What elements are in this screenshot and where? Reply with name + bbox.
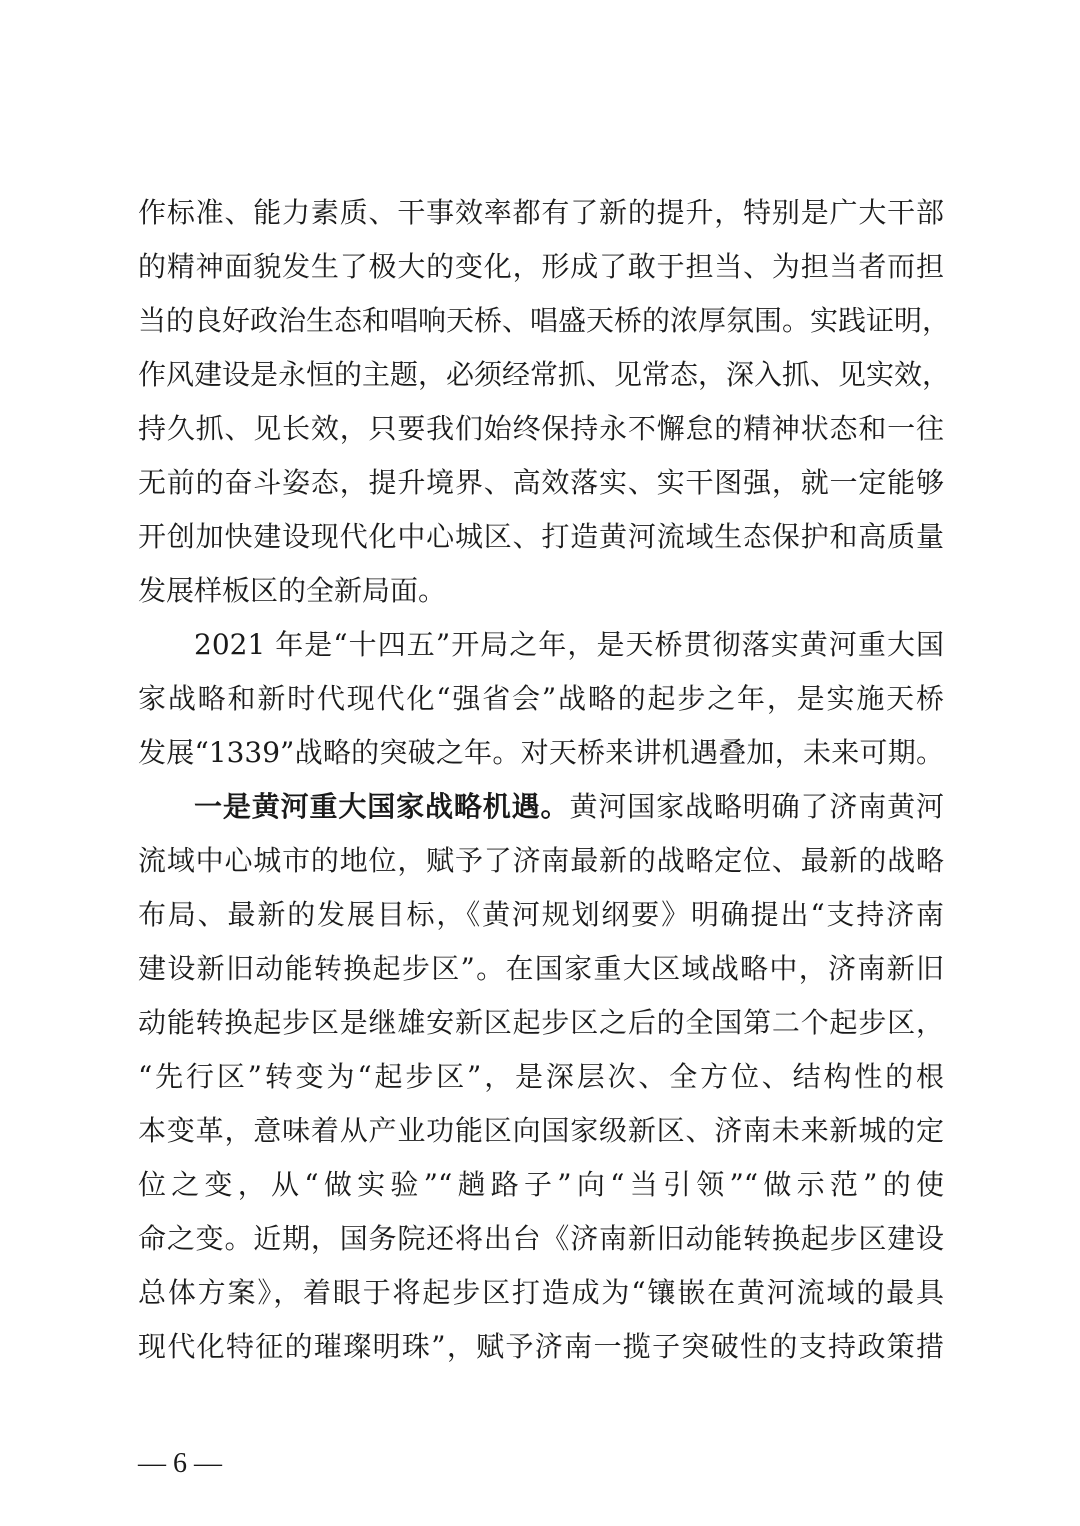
body-text-line: 流域中心城市的地位，赋予了济南最新的战略定位、最新的战略 — [138, 844, 944, 877]
body-text-line: 建设新旧动能转换起步区”。在国家重大区域战略中，济南新旧 — [138, 952, 944, 985]
body-text-line: 位之变，从“做实验”“趟路子”向“当引领”“做示范”的使 — [138, 1168, 944, 1201]
body-text-line: 总体方案》，着眼于将起步区打造成为“镶嵌在黄河流域的最具 — [138, 1276, 944, 1309]
body-text-line: 发展“1339”战略的突破之年。对天桥来讲机遇叠加，未来可期。 — [138, 736, 944, 769]
body-text-line: “先行区”转变为“起步区”，是深层次、全方位、结构性的根 — [138, 1060, 944, 1093]
body-text-line: 当的良好政治生态和唱响天桥、唱盛天桥的浓厚氛围。实践证明， — [138, 304, 951, 337]
body-text-line: 无前的奋斗姿态，提升境界、高效落实、实干图强，就一定能够 — [138, 466, 944, 499]
body-text-line: 动能转换起步区是继雄安新区起步区之后的全国第二个起步区， — [138, 1006, 944, 1039]
body-text-line: 现代化特征的璀璨明珠”，赋予济南一揽子突破性的支持政策措 — [138, 1330, 944, 1363]
body-text-line: 持久抓、见长效，只要我们始终保持永不懈怠的精神状态和一往 — [138, 412, 944, 445]
body-text-line: 作标准、能力素质、干事效率都有了新的提升，特别是广大干部 — [138, 196, 944, 229]
body-text-line: 作风建设是永恒的主题，必须经常抓、见常态，深入抓、见实效， — [138, 358, 951, 391]
section-heading: 一是黄河重大国家战略机遇。 — [194, 790, 570, 823]
body-text-line: 布局、最新的发展目标，《黄河规划纲要》明确提出“支持济南 — [138, 898, 944, 931]
body-text-line: 家战略和新时代现代化“强省会”战略的起步之年，是实施天桥 — [138, 682, 944, 715]
body-text-line: 2021 年是“十四五”开局之年，是天桥贯彻落实黄河重大国 — [194, 628, 944, 661]
body-text-line: 命之变。近期，国务院还将出台《济南新旧动能转换起步区建设 — [138, 1222, 944, 1255]
paragraph-heading-line — [194, 787, 944, 827]
body-text: 黄河国家战略明确了济南黄河 — [569, 790, 944, 823]
body-text-line: 开创加快建设现代化中心城区、打造黄河流域生态保护和高质量 — [138, 520, 944, 553]
body-text-line: 发展样板区的全新局面。 — [138, 574, 447, 607]
page-number: — 6 — — [138, 1448, 222, 1479]
body-text-line: 的精神面貌发生了极大的变化，形成了敢于担当、为担当者而担 — [138, 250, 944, 283]
body-text-line: 本变革，意味着从产业功能区向国家级新区、济南未来新城的定 — [138, 1114, 944, 1147]
